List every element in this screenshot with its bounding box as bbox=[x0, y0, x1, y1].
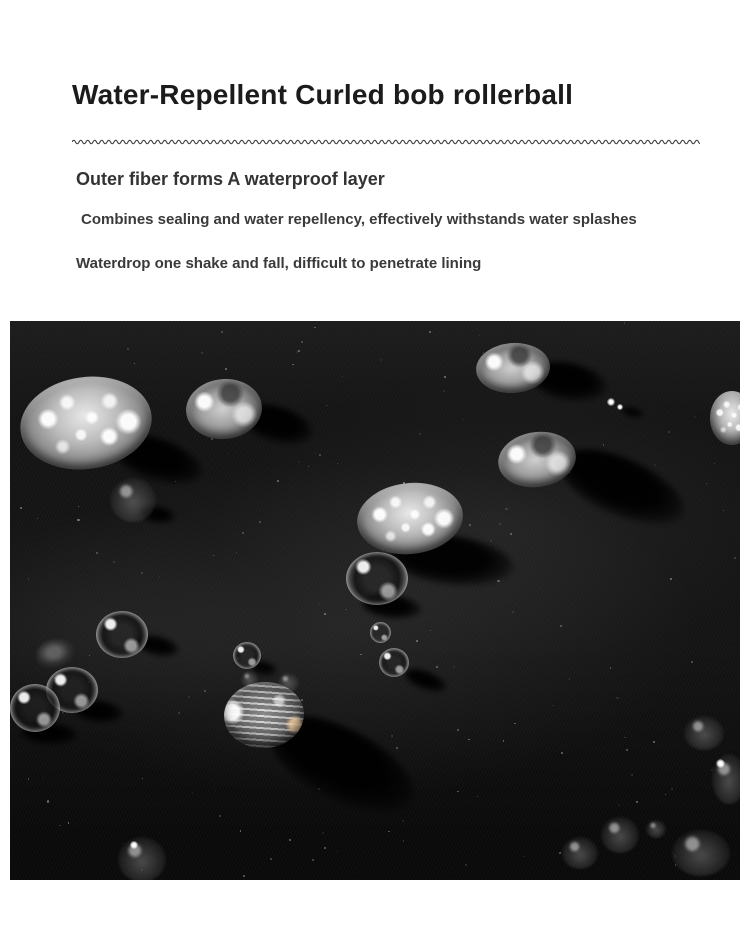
wavy-divider bbox=[72, 137, 700, 147]
water-droplet bbox=[346, 552, 408, 605]
page-title: Water-Repellent Curled bob rollerball bbox=[72, 79, 574, 110]
water-droplet bbox=[562, 837, 598, 869]
water-droplet bbox=[684, 716, 724, 750]
water-droplet bbox=[10, 684, 60, 732]
water-droplet bbox=[716, 759, 725, 768]
feature-line-2: Waterdrop one shake and fall, difficult to penetrate lining bbox=[76, 255, 482, 272]
water-droplet bbox=[379, 648, 409, 677]
water-droplet bbox=[607, 398, 615, 406]
section-subtitle: Outer fiber forms A waterproof layer bbox=[76, 169, 385, 189]
water-droplet bbox=[110, 478, 156, 522]
water-droplet bbox=[672, 830, 730, 876]
product-photo-droplets bbox=[10, 321, 740, 880]
water-droplet bbox=[130, 841, 138, 849]
water-droplet bbox=[601, 817, 639, 853]
water-droplet bbox=[118, 837, 166, 880]
feature-line-1: Combines sealing and water repellency, effectively withstands water splashes bbox=[81, 211, 637, 228]
water-droplet bbox=[370, 622, 391, 643]
water-droplet bbox=[617, 404, 623, 410]
water-droplet bbox=[96, 611, 148, 658]
water-droplet bbox=[646, 820, 666, 838]
water-droplet bbox=[233, 642, 261, 669]
